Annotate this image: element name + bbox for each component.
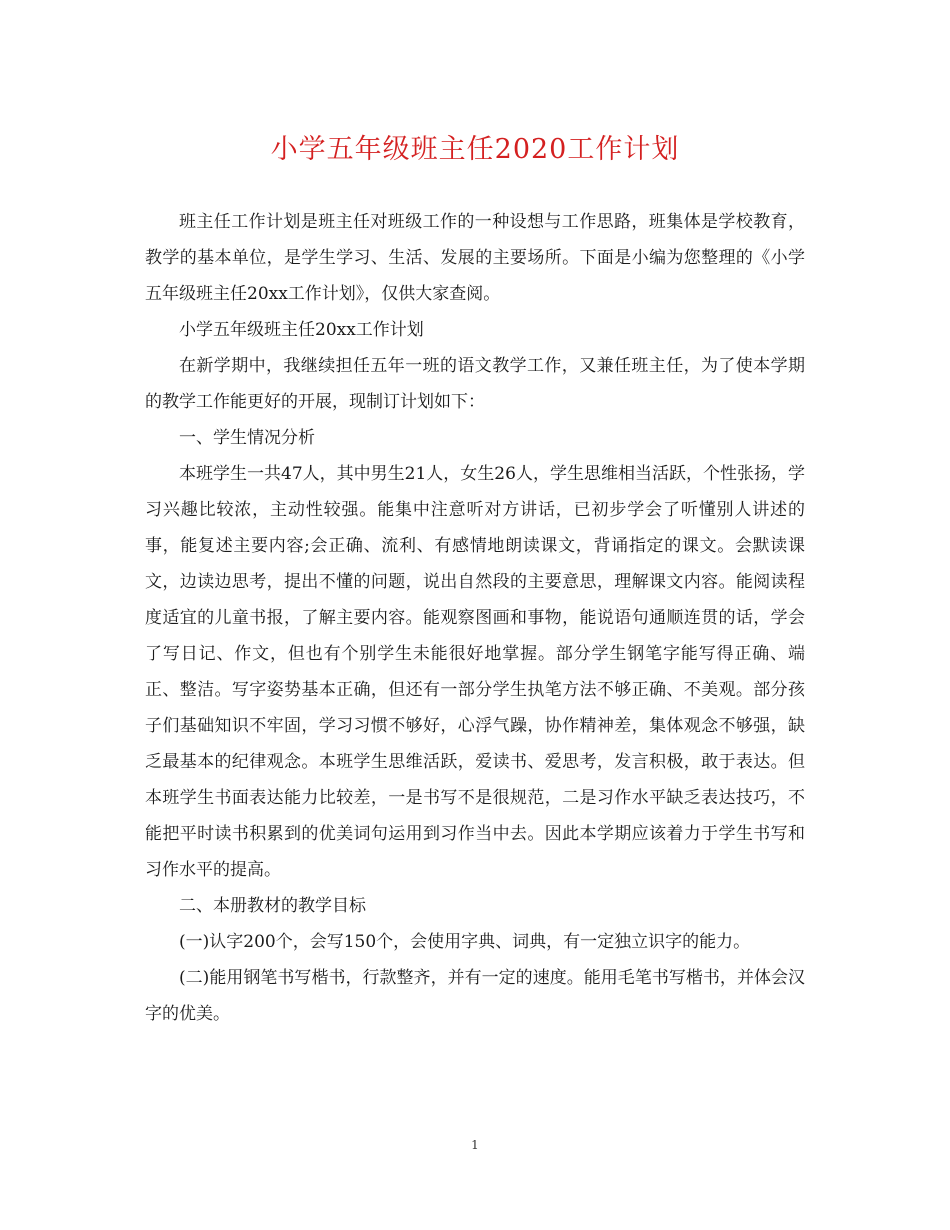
document-title: 小学五年级班主任2020工作计划 xyxy=(270,134,680,165)
section-heading-student-analysis: 一、学生情况分析 xyxy=(179,428,315,448)
intro-paragraph: 班主任工作计划是班主任对班级工作的一种设想与工作思路，班集体是学校教育，教学的基本单位，是学生学习、生活、发展的主要场所。下面是小编为您整理的《小学五年级班主任20xx工作计划》，仅供大家查阅。 xyxy=(145,212,805,304)
page-number: 1 xyxy=(471,1138,479,1152)
goal-item-2: (二)能用钢笔书写楷书，行款整齐，并有一定的速度。能用毛笔书写楷书，并体会汉字的优美。 xyxy=(145,968,805,1024)
goal-item-1: (一)认字200个，会写150个，会使用字典、词典，有一定独立识字的能力。 xyxy=(179,932,751,952)
section-heading-teaching-goals: 二、本册教材的教学目标 xyxy=(179,896,366,916)
plan-subtitle: 小学五年级班主任20xx工作计划 xyxy=(179,320,424,340)
student-analysis-paragraph: 本班学生一共47人，其中男生21人，女生26人，学生思维相当活跃，个性张扬，学习兴趣比较浓，主动性较强。能集中注意听对方讲话，已初步学会了听懂别人讲述的事，能复述主要内容;会正确、流利、有感情地朗读课文，背诵指定的课文。会默读课文，边读边思考，提出不懂的问题，说出自然段的主要意思，理解课文内容。能阅读程度适宜的儿童书报，了解主要内容。能观察图画和事物，能说语句通顺连贯的话，学会了写日记、作文，但也有个别学生未能很好地掌握。部分学生钢笔字能写得正确、端正、整洁。写字姿势基本正确，但还有一部分学生执笔方法不够正确、不美观。部分孩子们基础知识不牢固，学习习惯不够好，心浮气躁，协作精神差，集体观念不够强，缺乏最基本的纪律观念。本班学生思维活跃，爱读书、爱思考，发言积极，敢于表达。但本班学生书面表达能力比较差，一是书写不是很规范，二是习作水平缺乏表达技巧，不能把平时读书积累到的优美词句运用到习作当中去。因此本学期应该着力于学生书写和习作水平的提高。 xyxy=(145,464,805,880)
document-body xyxy=(145,204,805,1032)
preface-paragraph: 在新学期中，我继续担任五年一班的语文教学工作，又兼任班主任，为了使本学期的教学工作能更好的开展，现制订计划如下： xyxy=(145,356,805,412)
